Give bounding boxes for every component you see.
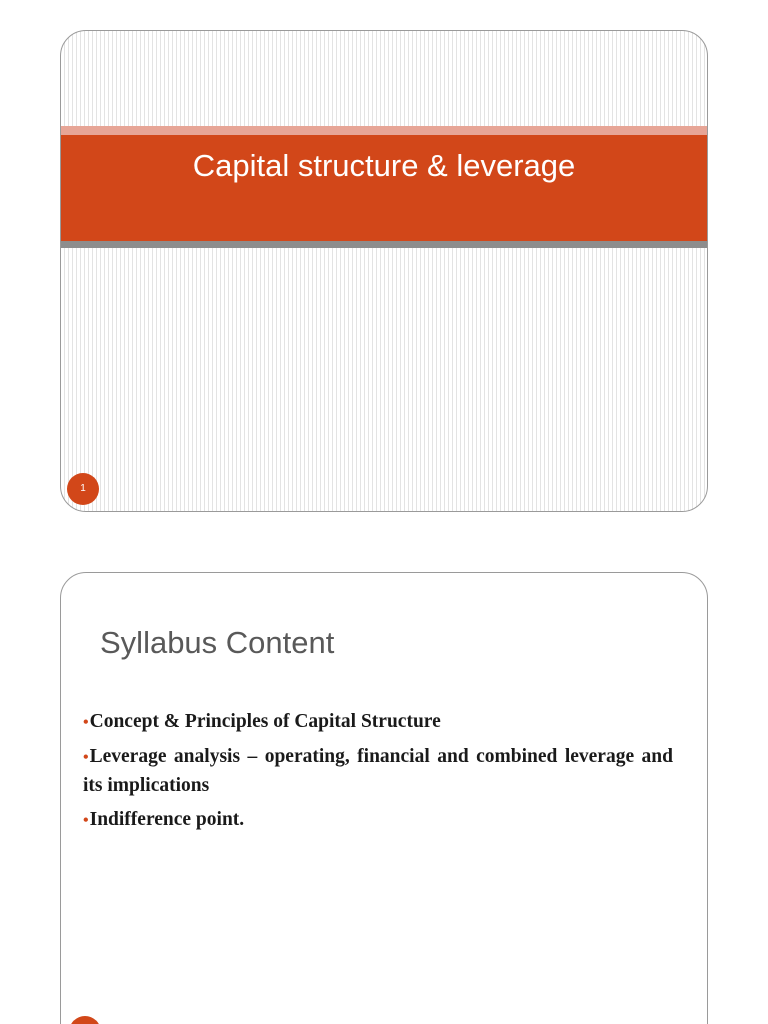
list-item	[83, 743, 673, 800]
list-item	[83, 806, 673, 835]
slide-number-badge: 1	[67, 473, 99, 505]
bullet-text: Leverage analysis – operating, financial and combined leverage and its implications	[83, 746, 673, 796]
title-underline-band	[61, 241, 707, 248]
bullet-text: Concept & Principles of Capital Structure	[89, 711, 441, 732]
syllabus-slide	[60, 572, 708, 1024]
slide-heading: Syllabus Content	[100, 625, 335, 660]
bullet-list	[83, 708, 673, 841]
slide-title: Capital structure & leverage	[192, 148, 576, 183]
slide-number-badge	[69, 1016, 101, 1024]
bullet-text: Indifference point.	[89, 809, 245, 830]
title-slide	[60, 30, 708, 512]
title-accent-band	[61, 126, 707, 135]
bullet-icon: •	[83, 749, 89, 766]
bullet-icon: •	[83, 714, 89, 731]
list-item	[83, 708, 673, 737]
bullet-icon: •	[83, 812, 89, 829]
